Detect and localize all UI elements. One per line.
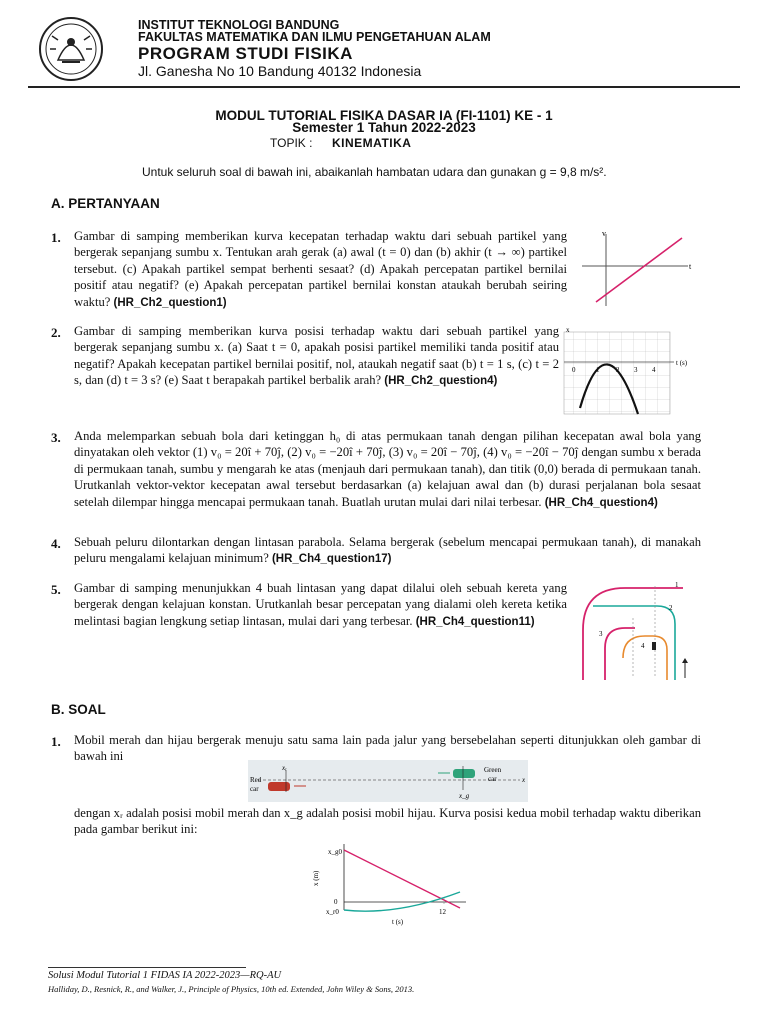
tick-label: 0	[572, 366, 576, 374]
position-time-figure	[562, 328, 698, 416]
track-label: 1	[675, 581, 679, 589]
footer-divider	[48, 967, 246, 968]
institute-name: INSTITUT TEKNOLOGI BANDUNG	[138, 18, 340, 32]
module-title: MODUL TUTORIAL FISIKA DASAR IA (FI-1101) KE - 1	[215, 108, 553, 123]
velocity-time-figure	[578, 228, 698, 310]
question-text: Mobil merah dan hijau bergerak menuju satu sama lain pada jalur yang bersebelahan seperti ditunjukkan oleh gambar di bawah ini	[74, 733, 701, 764]
y-axis-label: x (m)	[312, 870, 320, 886]
program-name: PROGRAM STUDI FISIKA	[138, 44, 353, 63]
green-car	[453, 769, 475, 778]
axis-label-t: t (s)	[676, 359, 688, 367]
section-a-heading: A. PERTANYAAN	[51, 196, 160, 211]
question-number: 2.	[51, 325, 61, 340]
track-label: 4	[641, 642, 645, 650]
topic-label: TOPIK :	[270, 136, 313, 150]
track-label: 2	[669, 604, 673, 612]
question-text: Gambar di samping memberikan kurva posisi terhadap waktu dari sebuah partikel yang bergerak sepanjang sumbu x. (a) Saat t = 0, apakah posisi partikel memiliki tanda positif atau negatif? Apakah kecepatan partikel bernilai positif, nol, ataukah negatif saat (b) t = 1 s, (c) t = 2 s, dan (d) t = 3 s? (e) Saat t berapakah partikel berbalik arah? (HR_Ch2_question4)	[74, 324, 559, 388]
position-graph	[296, 840, 472, 930]
question-text: dengan xᵣ adalah posisi mobil merah dan x_g adalah posisi mobil hijau. Kurva posisi kedua mobil terhadap waktu diberikan pada gambar berikut ini:	[74, 806, 701, 837]
xg-label: x_g	[459, 792, 470, 800]
module-semester: Semester 1 Tahun 2022-2023	[292, 120, 476, 135]
red-car-label: car	[250, 785, 259, 793]
footer-line-1: Solusi Modul Tutorial 1 FIDAS IA 2022-2023—RQ-AU	[48, 970, 282, 981]
x-axis-label: t (s)	[392, 918, 404, 926]
question-text: Anda melemparkan sebuah bola dari ketinggan h₀ di atas permukaan tanah dengan pilihan kecepatan awal bola yang dinyatakan oleh vektor (1) v₀ = 20î + 70ĵ, (2) v₀ = −20î + 70ĵ, (3) v₀ = 20î − 70ĵ, (4) v₀ = −20î − 70ĵ dengan sumbu x berada di permukaan tanah, sumbu y mengarah ke atas (menjauh dari permukaan tanah), dan titik (0,0) berada di permukaan tanah. Urutkanlah vektor-vektor kecepatan awal tersebut berdasarkan (a) kelajuan awal dan (b) durasi perjalanan bola sesaat setelah dilempar hingga mencapai permukaan tanah. Buatlah urutan mulai dari nilai terbesar. (HR_Ch4_question4)	[74, 429, 701, 509]
track-paths-figure	[575, 578, 693, 682]
question-number: 1.	[51, 230, 61, 245]
question-number: 4.	[51, 536, 61, 551]
question-text: Sebuah peluru dilontarkan dengan lintasan parabola. Selama bergerak (sebelum mencapai permukaan tanah), di manakah peluru mengalami kelajuan minimum? (HR_Ch4_question17)	[74, 535, 701, 566]
green-car-label: Green	[484, 766, 502, 774]
question-text: Gambar di samping menunjukkan 4 buah lintasan yang dapat dilalui oleh sebuah kereta yang bergerak dengan kelajuan konstan. Urutkanlah besar percepatan yang dialami oleh kereta ketika melintasi bagian lengkung setiap lintasan, mulai dari yang terbesar. (HR_Ch4_question11)	[74, 581, 567, 628]
topic-value: KINEMATIKA	[332, 136, 412, 150]
tick-label: 12	[439, 908, 446, 916]
xr-label: xᵣ	[282, 764, 287, 772]
xg0-label: x_g0	[328, 848, 342, 856]
address: Jl. Ganesha No 10 Bandung 40132 Indonesia	[138, 63, 422, 79]
question-number: 1.	[51, 734, 61, 749]
itb-logo	[38, 16, 104, 82]
origin-label: 0	[334, 898, 338, 906]
tick-label: 1	[596, 366, 600, 374]
cars-figure	[248, 760, 528, 802]
tick-label: 2	[616, 366, 620, 374]
question-text: Gambar di samping memberikan kurva kecepatan terhadap waktu dari sebuah partikel yang bergerak sepanjang sumbu x. Tentukan arah gerak (a) awal (t = 0) dan (b) akhir (t → ∞) partikel tersebut. (c) Apakah partikel sempat berhenti sesaat? (d) Apakah percepatan partikel bernilai positif atau negatif? (e) Apakah percepatan partikel bernilai konstan ataukah berubah seiring waktu? (HR_Ch2_question1)	[74, 229, 567, 309]
red-car	[268, 782, 290, 791]
header-divider	[28, 86, 740, 88]
x-axis-label: x	[522, 776, 526, 784]
green-car-label: car	[488, 775, 497, 783]
red-car-label: Red	[250, 776, 262, 784]
xr0-label: x_r0	[326, 908, 339, 916]
tick-label: 3	[634, 366, 638, 374]
track-label: 3	[599, 630, 603, 638]
faculty-name: FAKULTAS MATEMATIKA DAN ILMU PENGETAHUAN ALAM	[138, 30, 491, 44]
question-number: 5.	[51, 582, 61, 597]
footer-line-2: Halliday, D., Resnick, R., and Walker, J., Principle of Physics, 10th ed. Extended, John Wiley & Sons, 2013.	[48, 984, 415, 994]
tick-label: 4	[652, 366, 656, 374]
axis-label-t: t	[689, 262, 692, 271]
intro-text: Untuk seluruh soal di bawah ini, abaikanlah hambatan udara dan gunakan g = 9,8 m/s².	[142, 165, 607, 179]
section-b-heading: B. SOAL	[51, 702, 106, 717]
axis-label-x: x	[566, 328, 570, 334]
question-number: 3.	[51, 430, 61, 445]
axis-label-v: v	[602, 229, 606, 238]
